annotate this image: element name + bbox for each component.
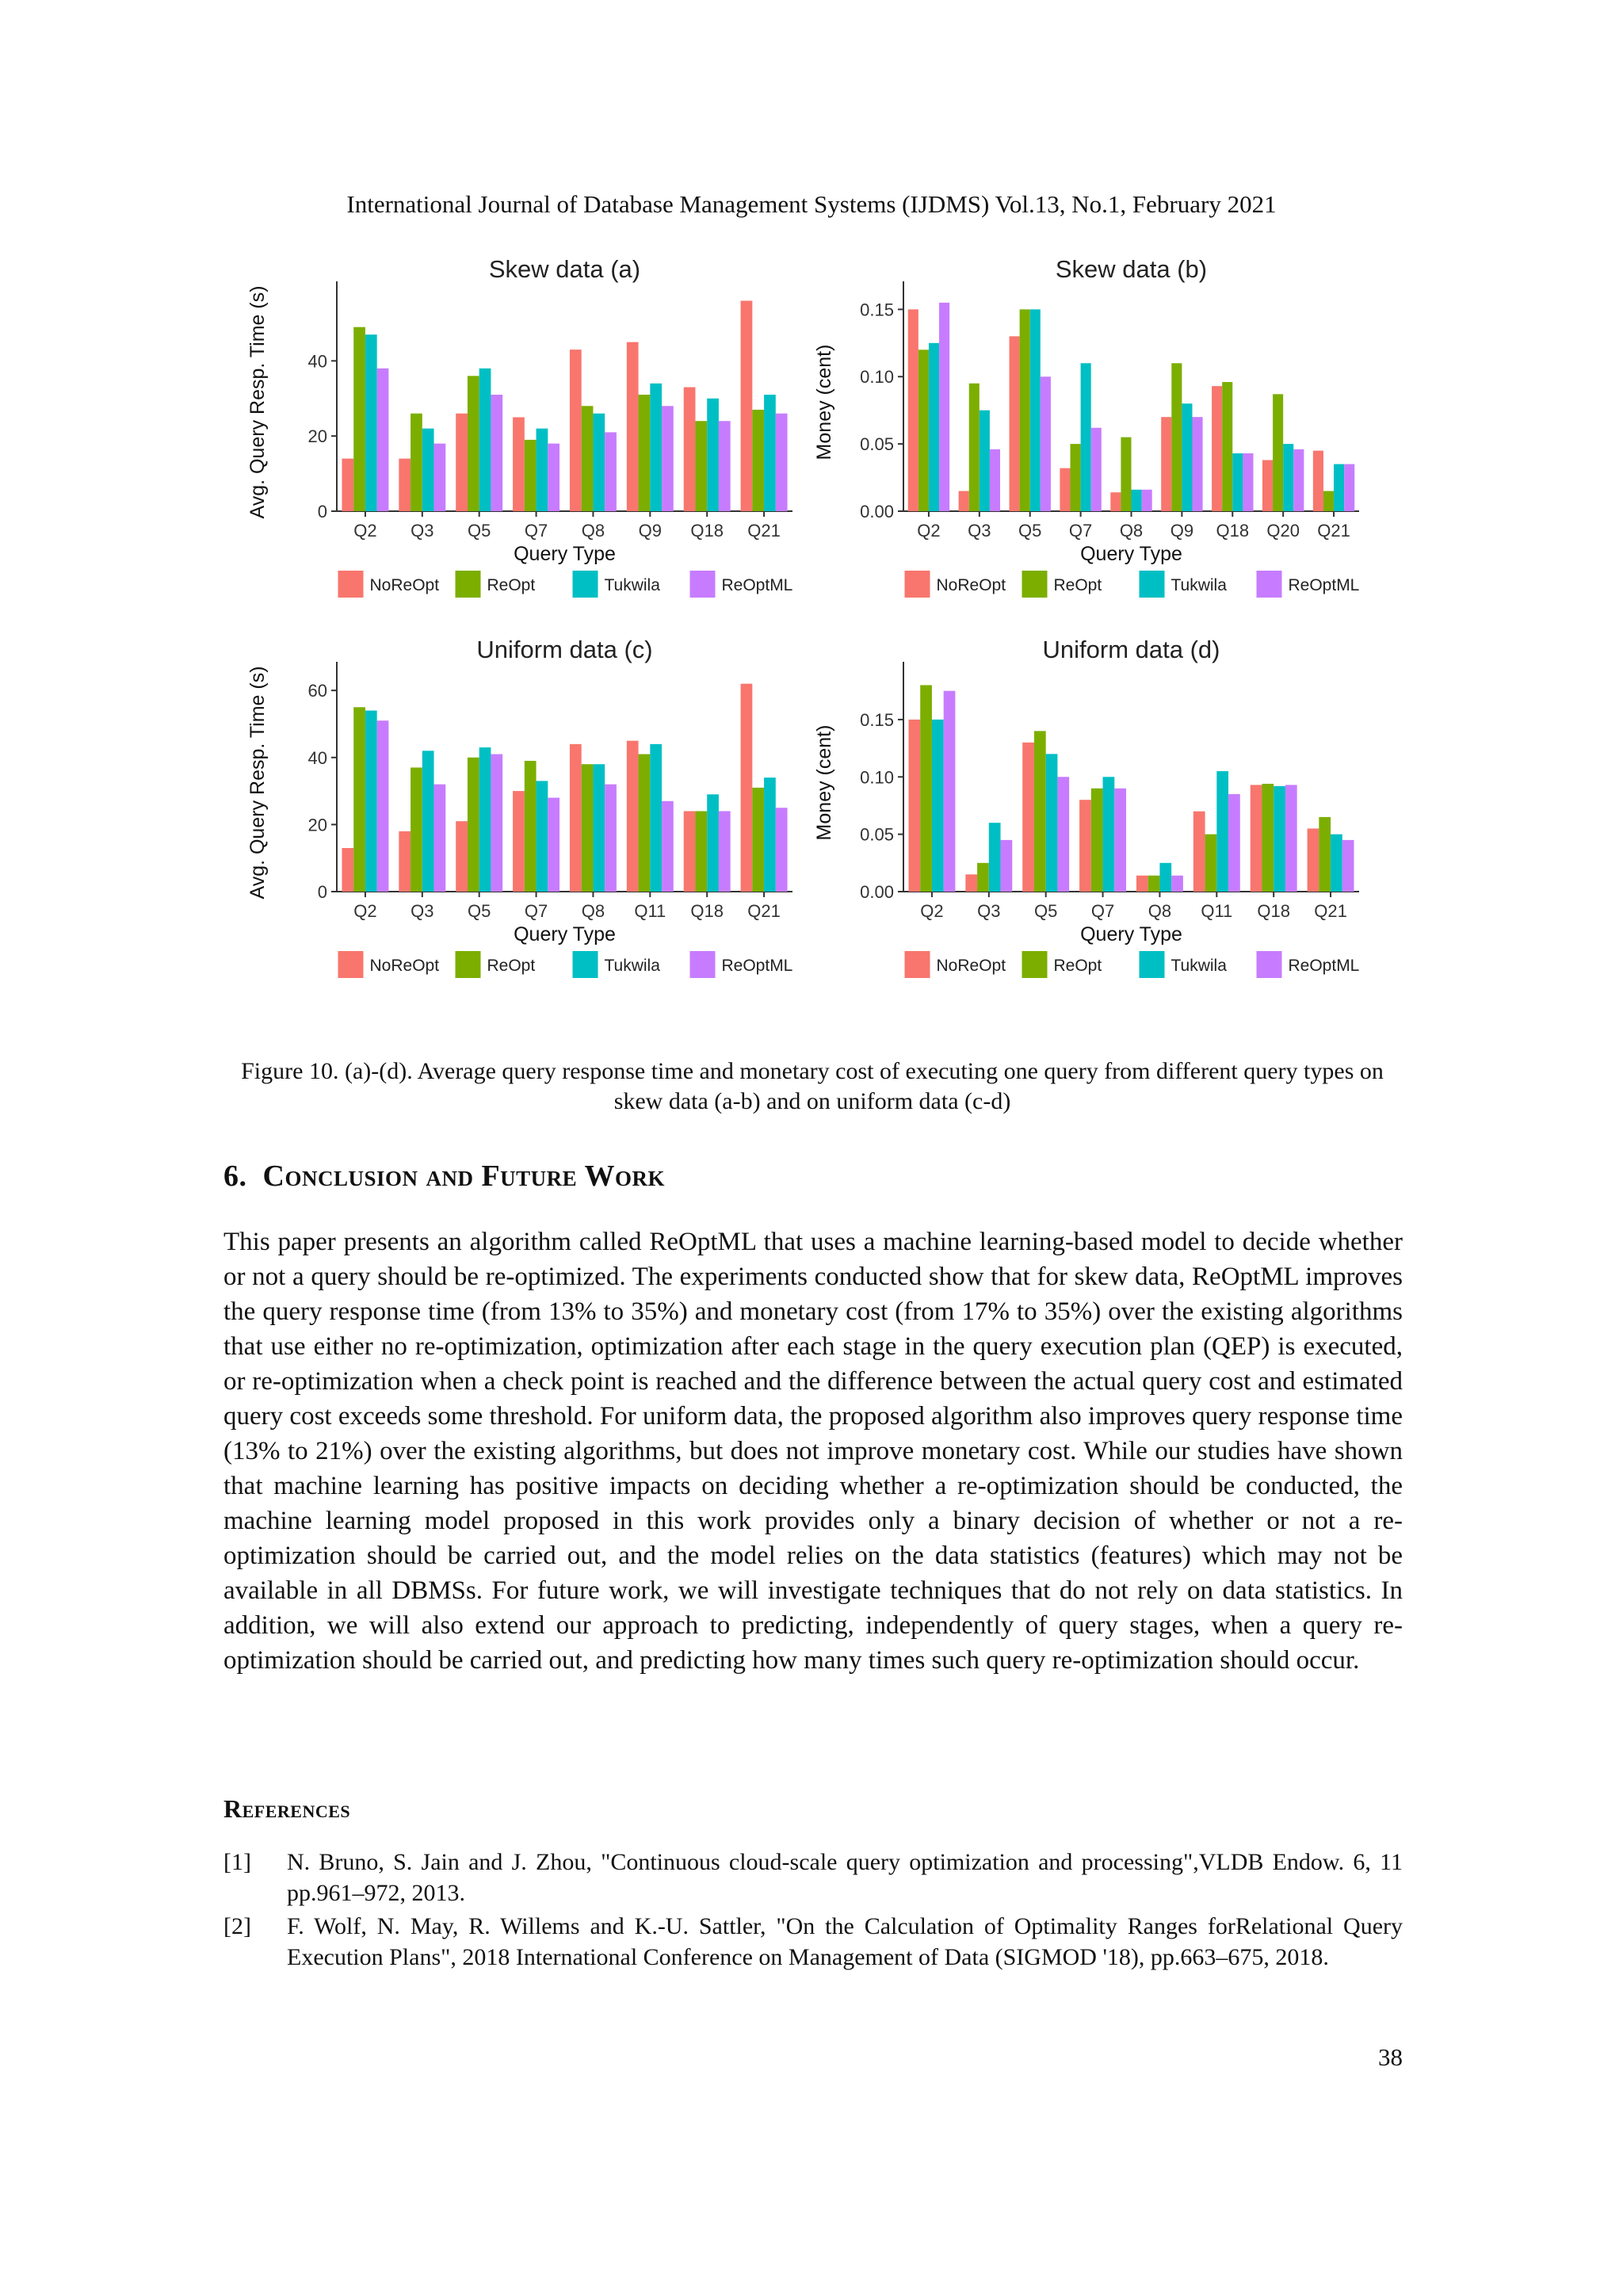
y-tick-label: 20 [307,815,327,835]
legend-label-reopt: ReOpt [1053,576,1102,594]
bar-tukwila-q7 [1081,363,1091,511]
x-tick-label: Q11 [634,901,666,921]
legend-swatch-noreopt [905,951,930,978]
reference-number: [2] [223,1913,251,1939]
bar-tukwila-q8 [593,764,605,892]
legend-label-noreopt: NoReOpt [369,957,440,975]
legend-swatch-reoptml [1257,951,1282,978]
x-tick-label: Q5 [1018,521,1042,541]
chart-skew-money-svg [804,250,1375,622]
legend-swatch-tukwila [1140,951,1165,978]
page-number: 38 [1378,2043,1403,2071]
bar-reoptml-q2 [377,369,389,511]
bar-noreopt-q5 [1022,743,1034,892]
bar-reopt-q21 [752,410,764,511]
x-tick-label: Q3 [411,521,434,541]
references-heading: References [223,1794,351,1823]
chart-skew-time [238,250,808,622]
x-tick-label: Q18 [690,521,724,541]
bar-reoptml-q18 [1243,453,1253,511]
bar-tukwila-q7 [1103,777,1115,892]
bar-noreopt-q8 [1136,876,1148,892]
bar-tukwila-q5 [1046,754,1058,892]
bar-reopt-q20 [1273,394,1283,511]
x-tick-label: Q2 [920,901,944,921]
bar-tukwila-q21 [1331,835,1342,892]
x-tick-label: Q11 [1201,901,1233,921]
bar-tukwila-q8 [1159,863,1171,892]
bar-reoptml-q7 [1114,789,1126,892]
bar-reopt-q8 [582,764,594,892]
bar-reoptml-q7 [548,798,559,892]
bar-reopt-q8 [1121,437,1131,511]
bar-tukwila-q18 [707,399,719,511]
bar-tukwila-q11 [1216,771,1228,892]
bar-reoptml-q5 [1041,376,1051,511]
x-tick-label: Q8 [1148,901,1172,921]
bar-tukwila-q5 [1030,309,1041,511]
bar-reoptml-q8 [1171,876,1183,892]
bar-reopt-q7 [525,440,537,511]
bar-reopt-q11 [639,755,651,892]
bar-reoptml-q2 [944,691,956,892]
y-axis-label: Money (cent) [813,344,835,460]
journal-header: International Journal of Database Management Systems (IJDMS) Vol.13, No.1, February 2021 [346,190,1277,218]
bar-noreopt-q9 [1161,417,1171,511]
bar-tukwila-q9 [1182,403,1192,511]
x-tick-label: Q7 [524,901,548,921]
y-tick-label: 40 [307,747,327,768]
bar-reopt-q18 [695,811,707,892]
bar-tukwila-q3 [422,751,434,892]
chart-uniform-time-svg [238,630,808,1003]
bar-reoptml-q3 [434,785,446,892]
y-tick-label: 0.10 [860,767,894,788]
bar-tukwila-q18 [1232,453,1243,511]
bar-noreopt-q5 [456,414,468,511]
bar-tukwila-q8 [593,414,605,511]
bar-reopt-q2 [918,350,929,511]
bar-reoptml-q21 [776,414,788,511]
bar-tukwila-q3 [989,823,1001,892]
legend-swatch-reoptml [690,571,716,598]
bar-noreopt-q11 [627,741,639,892]
chart-skew-time-svg [238,250,808,622]
chart-title: Skew data (b) [1055,255,1208,283]
bar-noreopt-q3 [399,831,411,892]
x-tick-label: Q18 [1216,521,1250,541]
bar-reopt-q9 [1171,363,1182,511]
bar-tukwila-q18 [1274,786,1285,892]
bar-tukwila-q7 [537,781,548,892]
legend-swatch-reoptml [690,951,716,978]
bar-reoptml-q5 [491,395,502,511]
y-tick-label: 0.15 [860,300,894,320]
bar-reopt-q7 [1071,444,1081,511]
bar-tukwila-q18 [707,794,719,892]
bar-reopt-q18 [695,421,707,511]
figure-10 [238,250,1387,1010]
bar-tukwila-q21 [764,395,776,511]
bar-reopt-q8 [582,406,594,511]
x-tick-label: Q20 [1266,521,1300,541]
y-tick-label: 20 [307,426,327,447]
legend-swatch-reopt [456,951,481,978]
bar-reopt-q7 [525,761,537,892]
x-tick-label: Q2 [353,521,377,541]
bar-noreopt-q7 [513,417,525,511]
bar-reoptml-q21 [1344,464,1354,511]
legend-label-noreopt: NoReOpt [369,576,440,594]
bar-reopt-q5 [1020,309,1030,511]
x-tick-label: Q7 [1068,521,1093,541]
bar-reopt-q5 [468,758,479,892]
chart-uniform-time [238,630,808,1003]
y-tick-label: 0.05 [860,824,894,845]
legend-label-reoptml: ReOptML [721,957,793,975]
legend-label-reopt: ReOpt [1053,957,1102,975]
bar-reoptml-q7 [548,444,559,511]
bar-noreopt-q20 [1262,460,1273,511]
bar-reoptml-q21 [776,808,788,892]
bar-reoptml-q5 [1057,777,1069,892]
x-tick-label: Q3 [411,901,434,921]
bar-tukwila-q20 [1283,444,1293,511]
bar-tukwila-q5 [479,747,491,892]
bar-reopt-q5 [468,376,479,511]
x-tick-label: Q3 [977,901,1001,921]
bar-noreopt-q3 [959,491,969,511]
y-tick-label: 0.00 [860,882,894,902]
x-axis-label: Query Type [514,543,616,565]
bar-reoptml-q2 [377,720,389,892]
legend-swatch-reopt [456,571,481,598]
x-tick-label: Q5 [1034,901,1058,921]
bar-reoptml-q8 [605,785,617,892]
bar-tukwila-q9 [650,384,662,511]
legend-label-tukwila: Tukwila [604,957,660,975]
bar-noreopt-q3 [399,459,411,511]
chart-uniform-money [804,630,1375,1003]
x-tick-label: Q21 [1314,901,1347,921]
bar-noreopt-q18 [684,811,696,892]
reference-text: N. Bruno, S. Jain and J. Zhou, "Continuous cloud-scale query optimization and processing",VLDB Endow. 6, 11 pp.961–972, 2013. [287,1849,1403,1906]
bar-noreopt-q21 [1313,451,1323,511]
bar-reopt-q3 [969,384,980,511]
legend-label-reopt: ReOpt [487,576,536,594]
bar-noreopt-q7 [1060,468,1070,511]
bar-reoptml-q11 [662,801,674,892]
bar-reopt-q18 [1262,784,1274,892]
y-axis-label: Avg. Query Resp. Time (s) [246,666,269,900]
bar-tukwila-q3 [980,411,990,511]
y-tick-label: 0.15 [860,709,894,730]
x-tick-label: Q18 [1257,901,1290,921]
legend-label-tukwila: Tukwila [1170,957,1227,975]
bar-tukwila-q3 [422,429,434,511]
bar-noreopt-q8 [570,350,582,511]
bar-noreopt-q7 [1079,800,1091,892]
legend-label-noreopt: NoReOpt [936,576,1006,594]
bar-reoptml-q20 [1293,449,1304,511]
legend-swatch-reoptml [1257,571,1282,598]
chart-title: Uniform data (c) [476,636,653,663]
bar-tukwila-q11 [650,744,662,892]
section-heading [223,1159,665,1194]
bar-noreopt-q5 [1010,336,1020,511]
bar-reopt-q21 [752,788,764,892]
bar-noreopt-q11 [1193,812,1205,892]
bar-reopt-q3 [411,414,422,511]
bar-tukwila-q2 [932,720,944,892]
bar-noreopt-q7 [513,791,525,892]
bar-noreopt-q21 [741,684,753,892]
x-axis-label: Query Type [1080,923,1182,946]
bar-reoptml-q7 [1091,428,1102,511]
chart-uniform-money-svg [804,630,1375,1003]
y-tick-label: 60 [307,681,327,701]
bar-reopt-q2 [920,685,932,892]
bar-reoptml-q8 [1142,490,1152,511]
bar-noreopt-q5 [456,821,468,892]
bar-noreopt-q2 [908,309,918,511]
bar-reoptml-q21 [1342,840,1354,892]
y-tick-label: 40 [307,351,327,372]
bar-noreopt-q2 [342,459,353,511]
section-title: Conclusion and Future Work [262,1159,666,1193]
section-number: 6. [223,1159,247,1193]
bar-tukwila-q7 [537,429,548,511]
x-tick-label: Q7 [524,521,548,541]
bar-reoptml-q9 [662,406,674,511]
legend-swatch-noreopt [905,571,930,598]
x-tick-label: Q2 [353,901,377,921]
y-tick-label: 0.05 [860,434,894,455]
legend-label-reoptml: ReOptML [1288,957,1360,975]
legend-swatch-tukwila [1140,571,1165,598]
reference-item [223,1911,1403,1973]
x-axis-label: Query Type [514,923,616,946]
figure-caption: Figure 10. (a)-(d). Average query response time and monetary cost of executing one query from different query types on skew data (a-b) and on uniform data (c-d) [241,1058,1384,1114]
bar-noreopt-q3 [965,874,977,892]
y-tick-label: 0 [317,502,327,521]
y-axis-label: Avg. Query Resp. Time (s) [246,285,269,519]
chart-title: Uniform data (d) [1042,636,1220,663]
bar-reopt-q11 [1205,835,1217,892]
bar-noreopt-q8 [570,744,582,892]
legend-swatch-noreopt [338,951,364,978]
bar-reoptml-q18 [1285,785,1297,892]
bar-reoptml-q9 [1192,417,1202,511]
bar-noreopt-q18 [1212,386,1222,511]
x-tick-label: Q3 [968,521,991,541]
reference-number: [1] [223,1849,251,1875]
y-tick-label: 0.10 [860,367,894,388]
bar-reoptml-q18 [719,811,731,892]
bar-tukwila-q21 [1334,464,1344,511]
legend-label-tukwila: Tukwila [604,576,660,594]
bar-noreopt-q9 [627,342,639,511]
bar-tukwila-q2 [365,711,377,892]
bar-reoptml-q3 [990,449,1000,511]
x-tick-label: Q21 [747,901,781,921]
bar-reopt-q2 [353,327,365,511]
bar-reopt-q5 [1034,731,1046,892]
chart-skew-money [804,250,1375,622]
bar-tukwila-q21 [764,777,776,892]
x-tick-label: Q5 [468,521,491,541]
bar-reoptml-q2 [939,303,949,511]
y-tick-label: 0.00 [860,502,894,521]
legend-swatch-noreopt [338,571,364,598]
bar-noreopt-q21 [1308,828,1319,892]
legend-swatch-reopt [1022,571,1048,598]
legend-label-noreopt: NoReOpt [936,957,1006,975]
x-tick-label: Q21 [747,521,781,541]
x-tick-label: Q8 [1119,521,1144,541]
chart-title: Skew data (a) [488,255,641,283]
bar-reoptml-q5 [491,755,502,892]
bar-reopt-q8 [1148,876,1160,892]
bar-noreopt-q18 [684,388,696,511]
bar-reopt-q7 [1091,789,1103,892]
bar-reopt-q21 [1323,491,1334,511]
bar-reopt-q21 [1319,817,1331,892]
x-tick-label: Q8 [581,521,605,541]
bar-reoptml-q8 [605,432,617,511]
x-axis-label: Query Type [1080,543,1182,565]
x-tick-label: Q18 [690,901,724,921]
x-tick-label: Q5 [468,901,491,921]
bar-noreopt-q18 [1251,785,1262,892]
bar-reopt-q3 [977,863,989,892]
bar-reopt-q9 [639,395,651,511]
x-tick-label: Q9 [1170,521,1194,541]
bar-reoptml-q11 [1228,794,1240,892]
bar-reopt-q2 [353,707,365,892]
bar-reoptml-q3 [434,444,446,511]
legend-swatch-reopt [1022,951,1048,978]
legend-label-reoptml: ReOptML [721,576,793,594]
y-axis-label: Money (cent) [813,724,835,841]
bar-tukwila-q2 [365,334,377,511]
bar-tukwila-q5 [479,369,491,511]
bar-noreopt-q21 [741,300,753,511]
bar-noreopt-q2 [908,720,920,892]
x-tick-label: Q7 [1090,901,1115,921]
x-tick-label: Q9 [638,521,662,541]
bar-noreopt-q2 [342,848,353,892]
conclusion-paragraph: This paper presents an algorithm called ReOptML that uses a machine learning-based model to decide whether or not a query should be re-optimized. The experiments conducted show that for skew data, ReOptML improves the query response time (from 13% to 35%) and monetary cost (from 17% to 35%) over the existing algorithms that use either no re-optimization, optimization after each stage in the query execution plan (QEP) is executed, or re-optimization when a check point is reached and the difference between the actual query cost and estimated query cost exceeds some threshold. For uniform data, the proposed algorithm also improves query response time (13% to 21%) over the existing algorithms, but does not improve monetary cost. While our studies have shown that machine learning has positive impacts on deciding whether a re-optimization should be conducted, the machine learning model proposed in this work provides only a binary decision of whether or not a re-optimization should be carried out, and the model relies on the data statistics (features) which may not be available in all DBMSs. For future work, we will investigate techniques that do not rely on data statistics. In addition, we will also extend our approach to predicting, independently of query stages, when a query re-optimization should be carried out, and predicting how many times such query re-optimization should occur. [223,1228,1403,1675]
bar-reoptml-q3 [1001,840,1013,892]
bar-tukwila-q2 [929,343,939,511]
legend-label-reoptml: ReOptML [1288,576,1360,594]
legend-swatch-tukwila [573,951,598,978]
bar-tukwila-q8 [1132,490,1142,511]
bar-noreopt-q8 [1110,492,1121,511]
x-tick-label: Q21 [1317,521,1350,541]
legend-label-reopt: ReOpt [487,957,536,975]
reference-text: F. Wolf, N. May, R. Willems and K.-U. Sattler, "On the Calculation of Optimality Ranges forRelational Query Execution Plans", 2018 International Conference on Management of Data (SIGMOD '18), pp.663–675, 2018. [287,1913,1403,1970]
reference-item [223,1847,1403,1908]
y-tick-label: 0 [317,882,327,902]
legend-label-tukwila: Tukwila [1170,576,1227,594]
x-tick-label: Q2 [917,521,941,541]
bar-reopt-q3 [411,767,422,892]
bar-reopt-q18 [1222,382,1232,511]
legend-swatch-tukwila [573,571,598,598]
x-tick-label: Q8 [581,901,605,921]
bar-reoptml-q18 [719,421,731,511]
